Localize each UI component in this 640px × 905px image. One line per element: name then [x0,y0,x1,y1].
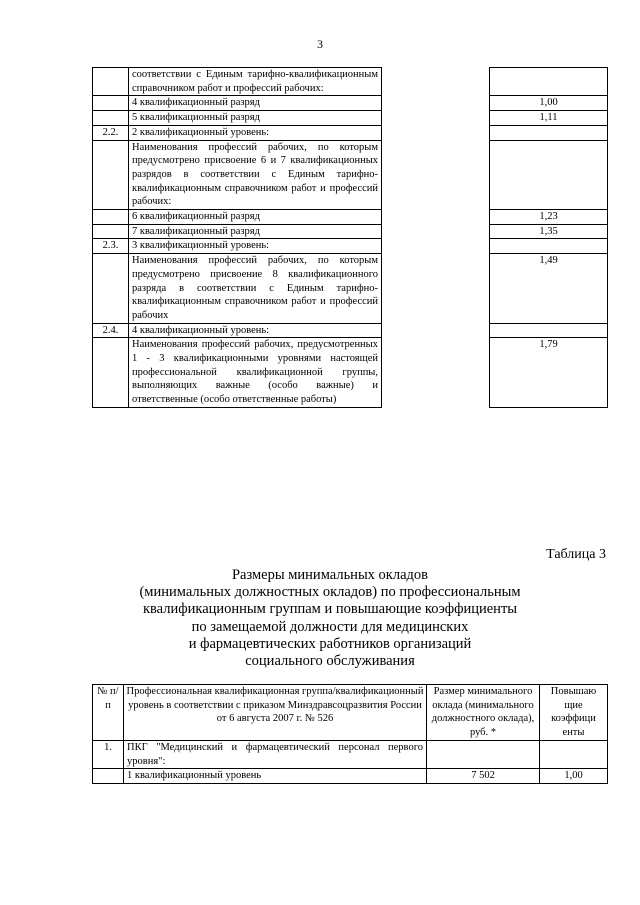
header-coef: Повышаю щие коэффици енты [540,685,608,741]
row-coefficient: 1,11 [490,111,608,126]
table-row [93,769,608,784]
row-number [93,140,129,210]
table-title [120,567,540,670]
title-line: по замещаемой должности для медицинских [191,618,469,635]
table-row [93,254,608,324]
row-text: 3 квалификационный уровень: [129,239,382,254]
row-number [93,68,129,96]
header-group: Профессиональная квалификационная группа/квалификационный уровень в соответствии с приказом Минздравсоцразвития России от 6 августа 2007 г. № 526 [124,685,427,741]
row-coefficient [540,740,608,768]
table-row [93,111,608,126]
table-row [93,740,608,768]
empty-cell [382,140,490,210]
title-line: социального обслуживания [245,653,415,670]
row-coefficient [490,323,608,338]
row-coefficient [490,68,608,96]
table-row [93,140,608,210]
table-header-row [93,685,608,741]
row-coefficient [490,140,608,210]
empty-cell [382,323,490,338]
row-text: 4 квалификационный разряд [129,96,382,111]
table-label: Таблица 3 [546,547,606,562]
row-text: Наименования профессий рабочих, по которым предусмотрено присвоение 6 и 7 квалификационных разрядов в соответствии с Единым тарифно-квалификационным справочником работ и профессий рабочих: [129,140,382,210]
empty-cell [382,111,490,126]
row-text: 2 квалификационный уровень: [129,125,382,140]
table-row [93,68,608,96]
table-row [93,338,608,408]
row-text: 4 квалификационный уровень: [129,323,382,338]
empty-cell [382,254,490,324]
empty-cell [382,224,490,239]
table-row [93,210,608,225]
row-number [93,111,129,126]
table-row [93,125,608,140]
empty-cell [382,338,490,408]
row-coefficient: 1,79 [490,338,608,408]
page-number: 3 [317,37,323,51]
row-text: 1 квалификационный уровень [124,769,427,784]
title-line: Размеры минимальных окладов [231,567,428,583]
row-text: соответствии с Единым тарифно-квалификационным справочником работ и профессий рабочих: [129,68,382,96]
row-number: 2.3. [93,239,129,254]
row-text: Наименования профессий рабочих, предусмотренных 1 - 3 квалификационными уровнями настоящей профессиональной квалификационной группы, выполняющих важные (особо важные) и ответственные (особо ответственные работы) [129,338,382,408]
title-line: (минимальных должностных окладов) по профессиональным [139,584,521,601]
empty-cell [382,239,490,254]
row-coefficient [490,125,608,140]
row-coefficient: 1,35 [490,224,608,239]
salary-table [92,684,608,784]
table-row [93,239,608,254]
row-number [93,96,129,111]
row-number [93,769,124,784]
title-line: и фармацевтических работников организаций [188,635,472,652]
table-row [93,96,608,111]
row-coefficient: 1,00 [490,96,608,111]
row-coefficient: 1,23 [490,210,608,225]
row-salary: 7 502 [427,769,540,784]
empty-cell [382,125,490,140]
row-number [93,210,129,225]
empty-cell [382,210,490,225]
row-text: ПКГ "Медицинский и фармацевтический персонал первого уровня": [124,740,427,768]
row-number: 2.2. [93,125,129,140]
row-text: 7 квалификационный разряд [129,224,382,239]
table-row [93,323,608,338]
row-number [93,338,129,408]
row-number [93,254,129,324]
row-number [93,224,129,239]
row-text: 6 квалификационный разряд [129,210,382,225]
empty-cell [382,68,490,96]
row-number: 1. [93,740,124,768]
header-salary: Размер минимального оклада (минимального должностного оклада), руб. * [427,685,540,741]
row-coefficient: 1,00 [540,769,608,784]
row-number: 2.4. [93,323,129,338]
row-salary [427,740,540,768]
empty-cell [382,96,490,111]
row-text: 5 квалификационный разряд [129,111,382,126]
row-coefficient [490,239,608,254]
row-text: Наименования профессий рабочих, по которым предусмотрено присвоение 8 квалификационного разряда в соответствии с Единым тарифно-квалификационным справочником работ и профессий рабочих [129,254,382,324]
coefficients-table-continued [92,67,608,408]
row-coefficient: 1,49 [490,254,608,324]
header-num: № п/п [93,685,124,741]
title-line: квалификационным группам и повышающие коэффициенты [142,601,518,618]
table-row [93,224,608,239]
